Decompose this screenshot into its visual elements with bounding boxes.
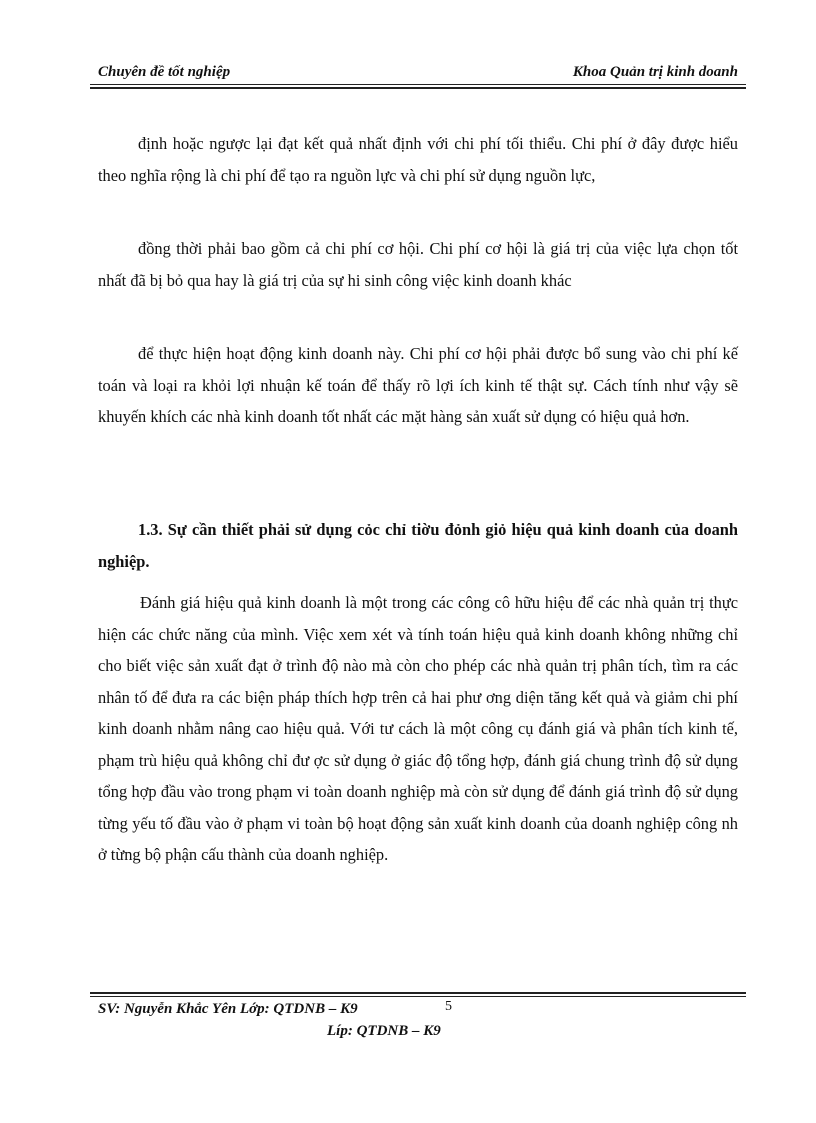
footer-class-line: Líp: QTDNB – K9 bbox=[327, 1023, 441, 1039]
footer-rule-thin bbox=[90, 996, 746, 997]
paragraph-2: đồng thời phải bao gồm cả chi phí cơ hội. Chi phí cơ hội là giá trị của việc lựa chọn tốt nhất đã bị bỏ qua hay là giá trị của sự hi sinh công việc kinh doanh khác bbox=[98, 239, 738, 290]
footer-rule-thick bbox=[90, 992, 746, 994]
paragraph-3: để thực hiện hoạt động kinh doanh này. Chi phí cơ hội phải được bổ sung vào chi phí kế toán và loại ra khỏi lợi nhuận kế toán để thấy rõ lợi ích kinh tế thật sự. Cách tính như vậy sẽ khuyến khích các nhà kinh doanh tốt nhất các mặt hàng sản xuất sử dụng có hiệu quả hơn. bbox=[98, 344, 738, 426]
page-number: 5 bbox=[445, 999, 452, 1014]
page-header bbox=[96, 62, 740, 84]
header-rule-thick bbox=[90, 87, 746, 89]
section-heading: 1.3. Sự cần thiết phải sử dụng cỏc chỉ tiờu đỏnh giỏ hiệu quả kinh doanh của doanh nghiệp. bbox=[98, 520, 738, 571]
header-rule-thin bbox=[90, 84, 746, 85]
header-left-title: Chuyên đề tốt nghiệp bbox=[98, 64, 231, 80]
section-paragraph: Đánh giá hiệu quả kinh doanh là một trong các công cô hữu hiệu để các nhà quản trị thực hiện các chức năng của mình. Việc xem xét và tính toán hiệu quả kinh doanh không những chỉ cho biết việc sản xuất đạt ở trình độ nào mà còn cho phép các nhà quản trị phân tích, tìm ra các nhân tố để đưa ra các biện pháp thích hợp trên cả hai phư ơng diện tăng kết quả và giảm chi phí kinh doanh nhằm nâng cao hiệu quả. Với tư cách là một công cụ đánh giá và phân tích kinh tế, phạm trù hiệu quả không chỉ đư ợc sử dụng ở giác độ tổng hợp, đánh giá chung trình độ sử dụng tổng hợp đầu vào trong phạm vi toàn doanh nghiệp mà còn sử dụng để đánh giá trình độ sử dụng từng yếu tố đầu vào ở phạm vi toàn bộ hoạt động sản xuất kinh doanh của doanh nghiệp công nh ở từng bộ phận cấu thành của doanh nghiệp. bbox=[98, 593, 738, 864]
footer-student-line: SV: Nguyễn Khắc Yên Lớp: QTDNB – K9 bbox=[98, 1001, 358, 1017]
paragraph-1: định hoặc ngược lại đạt kết quả nhất định với chi phí tối thiểu. Chi phí ở đây được hiểu theo nghĩa rộng là chi phí để tạo ra nguồn lực và chi phí sử dụng nguồn lực, bbox=[98, 134, 738, 185]
header-right-title: Khoa Quản trị kinh doanh bbox=[572, 64, 738, 80]
